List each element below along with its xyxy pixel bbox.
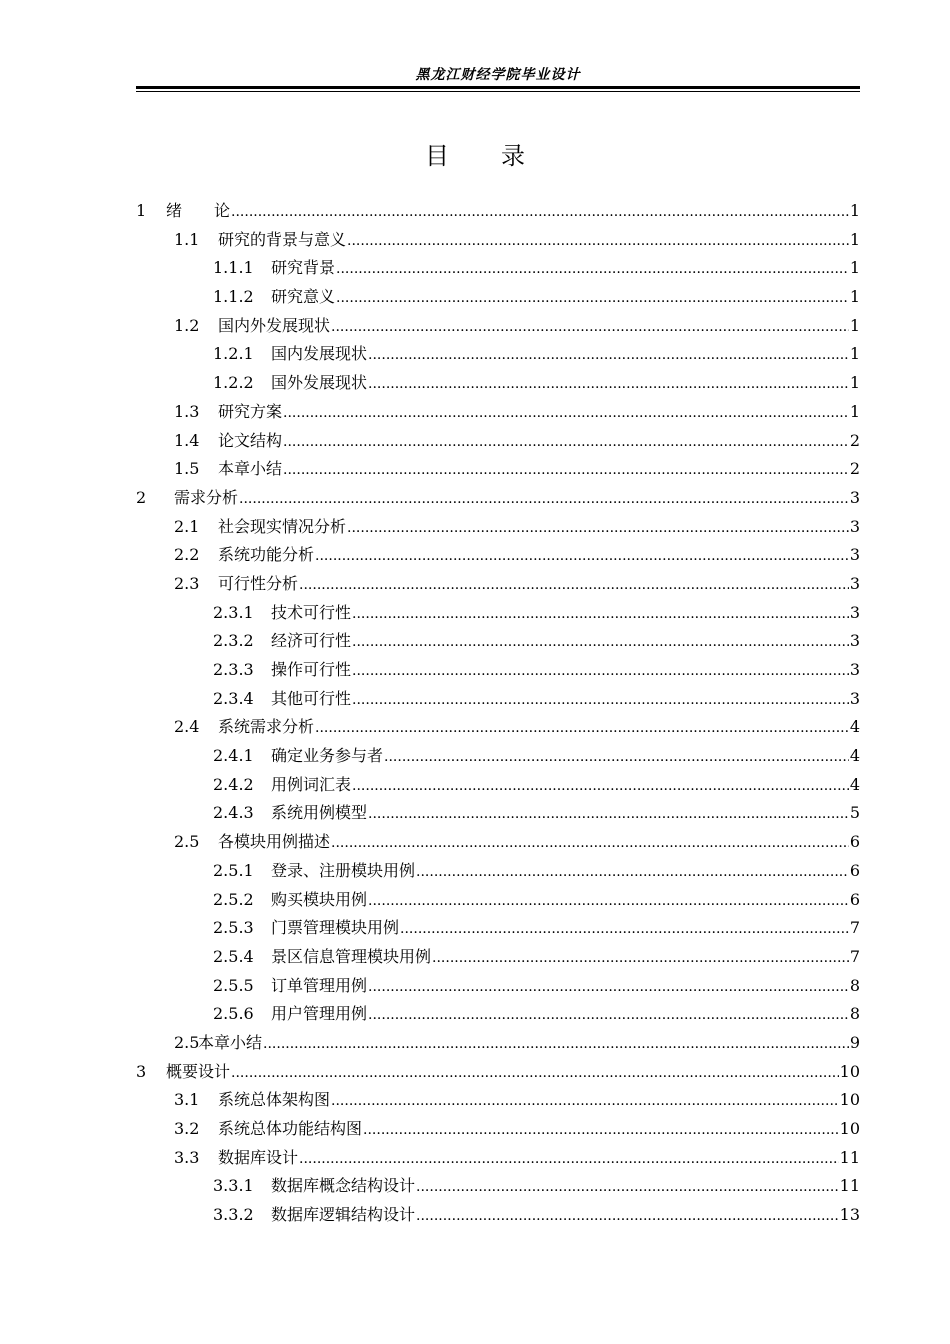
toc-entry-number: 2.3.4	[213, 688, 254, 708]
toc-entry[interactable]	[136, 1115, 860, 1144]
toc-entry-title: 技术可行性	[271, 602, 352, 622]
toc-entry-number: 2.3	[174, 573, 200, 593]
toc-leader-dots	[331, 313, 849, 341]
toc-entry[interactable]	[136, 455, 860, 484]
toc-entry[interactable]	[136, 513, 860, 542]
toc-entry-page: 5	[849, 803, 860, 823]
toc-entry-number: 3.3.1	[213, 1176, 254, 1196]
toc-entry-number: 2.3.1	[213, 602, 254, 622]
toc-entry[interactable]	[136, 1058, 860, 1087]
toc-entry-page: 1	[849, 373, 860, 393]
toc-entry-number: 2.5.6	[213, 1004, 254, 1024]
toc-entry-title: 国内发展现状	[271, 344, 368, 364]
toc-entry-title: 各模块用例描述	[218, 832, 331, 852]
toc-entry[interactable]	[136, 799, 860, 828]
toc-entry-page: 3	[849, 573, 860, 593]
toc-entry[interactable]	[136, 541, 860, 570]
toc-leader-dots	[283, 399, 849, 427]
toc-leader-dots	[231, 1059, 839, 1087]
toc-entry-title: 研究意义	[271, 287, 336, 307]
toc-entry-number: 1.4	[174, 430, 200, 450]
toc-entry[interactable]	[136, 627, 860, 656]
toc-entry[interactable]	[136, 1172, 860, 1201]
toc-leader-dots	[331, 1087, 839, 1115]
toc-entry-title: 本章小结	[218, 459, 283, 479]
toc-entry[interactable]	[136, 570, 860, 599]
toc-entry-page: 6	[849, 832, 860, 852]
toc-entry-page: 1	[849, 315, 860, 335]
toc-entry-page: 10	[839, 1119, 860, 1138]
toc-leader-dots	[347, 514, 849, 542]
toc-leader-dots	[331, 829, 849, 857]
toc-entry[interactable]	[136, 685, 860, 714]
toc-entry-number: 2.2	[174, 545, 200, 565]
toc-leader-dots	[352, 600, 849, 628]
toc-entry-title: 购买模块用例	[271, 889, 368, 909]
table-of-contents	[136, 197, 860, 1230]
toc-entry-page: 6	[849, 889, 860, 909]
toc-entry-title: 系统需求分析	[218, 717, 315, 737]
toc-entry-number: 2.3.2	[213, 631, 254, 651]
toc-entry-title: 社会现实情况分析	[218, 516, 347, 536]
toc-leader-dots	[231, 198, 849, 226]
toc-entry-title: 用例词汇表	[271, 774, 352, 794]
toc-entry-number: 2.4.2	[213, 774, 254, 794]
toc-entry[interactable]	[136, 283, 860, 312]
toc-entry-title: 其他可行性	[271, 688, 352, 708]
toc-entry[interactable]	[136, 340, 860, 369]
toc-entry-number: 2.5.3	[213, 918, 254, 938]
toc-leader-dots	[363, 1116, 839, 1144]
toc-entry-number: 2.5.4	[213, 946, 254, 966]
toc-entry[interactable]	[136, 312, 860, 341]
toc-entry-number: 2.5.5	[213, 975, 254, 995]
toc-entry-title: 系统用例模型	[271, 803, 368, 823]
toc-entry-title: 研究背景	[271, 258, 336, 278]
toc-entry-page: 4	[849, 774, 860, 794]
toc-entry-page: 1	[849, 401, 860, 421]
toc-entry-title: 概要设计	[166, 1061, 231, 1081]
toc-entry[interactable]	[136, 484, 860, 513]
toc-entry-number: 2.4	[174, 717, 200, 737]
toc-leader-dots	[400, 915, 849, 943]
toc-entry-page: 1	[849, 201, 860, 220]
toc-entry-title: 绪 论	[166, 201, 231, 220]
toc-entry[interactable]	[136, 656, 860, 685]
toc-entry[interactable]	[136, 1201, 860, 1230]
toc-entry-title: 确定业务参与者	[271, 746, 384, 766]
toc-entry-title: 国内外发展现状	[218, 315, 331, 335]
toc-entry[interactable]	[136, 857, 860, 886]
toc-entry-page: 6	[849, 860, 860, 880]
toc-entry-number: 2.5.2	[213, 889, 254, 909]
toc-title	[0, 140, 950, 172]
toc-entry-title: 景区信息管理模块用例	[271, 946, 432, 966]
toc-entry-page: 7	[849, 918, 860, 938]
toc-entry-page: 4	[849, 717, 860, 737]
toc-leader-dots	[299, 1145, 839, 1173]
toc-leader-dots	[368, 370, 849, 398]
toc-leader-dots	[368, 887, 849, 915]
toc-entry-page: 2	[849, 430, 860, 450]
toc-entry[interactable]	[136, 197, 860, 226]
toc-entry-number: 1.3	[174, 401, 200, 421]
toc-entry-number: 2.4.1	[213, 746, 254, 766]
toc-entry-number: 3.3.2	[213, 1205, 254, 1225]
toc-entry-number: 1.1.1	[213, 258, 254, 278]
toc-leader-dots	[368, 800, 849, 828]
toc-entry-title: 可行性分析	[218, 573, 299, 593]
toc-leader-dots	[336, 255, 849, 283]
toc-leader-dots	[368, 973, 849, 1001]
toc-leader-dots	[384, 743, 849, 771]
toc-entry[interactable]	[136, 972, 860, 1001]
toc-entry-number: 2	[136, 487, 147, 507]
toc-entry-page: 3	[849, 688, 860, 708]
toc-entry-title: 研究方案	[218, 401, 283, 421]
toc-entry-title: 数据库逻辑结构设计	[271, 1205, 416, 1225]
page-header: 黑龙江财经学院毕业设计	[415, 67, 581, 83]
toc-leader-dots	[368, 1001, 849, 1029]
toc-entry-title: 系统总体功能结构图	[218, 1119, 363, 1138]
toc-entry-number: 2.5	[174, 1032, 200, 1052]
toc-leader-dots	[352, 657, 849, 685]
toc-entry-page: 3	[849, 602, 860, 622]
toc-leader-dots	[299, 571, 849, 599]
toc-leader-dots	[263, 1030, 849, 1058]
toc-entry-page: 13	[839, 1205, 860, 1225]
toc-entry-title: 论文结构	[218, 430, 283, 450]
toc-entry-page: 3	[849, 545, 860, 565]
toc-entry-page: 10	[839, 1090, 860, 1110]
toc-entry-number: 2.3.3	[213, 660, 254, 679]
toc-entry[interactable]	[136, 742, 860, 771]
toc-entry[interactable]	[136, 914, 860, 943]
toc-entry-number: 3	[136, 1061, 147, 1081]
toc-entry[interactable]	[136, 1000, 860, 1029]
toc-entry[interactable]	[136, 254, 860, 283]
toc-entry-page: 3	[849, 487, 860, 507]
toc-entry[interactable]	[136, 886, 860, 915]
toc-leader-dots	[416, 1173, 839, 1201]
toc-entry[interactable]	[136, 943, 860, 972]
toc-entry[interactable]	[136, 599, 860, 628]
header-rule-thin	[136, 91, 860, 92]
toc-entry-number: 1.2	[174, 315, 200, 335]
toc-leader-dots	[239, 485, 849, 513]
toc-leader-dots	[315, 542, 849, 570]
toc-leader-dots	[336, 284, 849, 312]
toc-entry-title: 订单管理用例	[271, 975, 368, 995]
toc-entry-number: 3.1	[174, 1090, 200, 1110]
toc-entry-title: 门票管理模块用例	[271, 918, 400, 938]
toc-entry-page: 10	[839, 1061, 860, 1081]
toc-entry-page: 2	[849, 459, 860, 479]
toc-leader-dots	[315, 714, 849, 742]
toc-leader-dots	[432, 944, 849, 972]
toc-leader-dots	[283, 456, 849, 484]
toc-entry[interactable]	[136, 398, 860, 427]
toc-entry-title: 登录、注册模块用例	[271, 860, 416, 880]
toc-leader-dots	[283, 428, 849, 456]
toc-entry[interactable]	[136, 828, 860, 857]
toc-entry[interactable]	[136, 1144, 860, 1173]
toc-leader-dots	[368, 341, 849, 369]
toc-entry-number: 1.2.1	[213, 344, 254, 364]
toc-entry-page: 11	[839, 1176, 860, 1196]
toc-entry-number: 1	[136, 201, 147, 220]
toc-entry-page: 8	[849, 975, 860, 995]
toc-entry[interactable]	[136, 369, 860, 398]
toc-entry[interactable]	[136, 1029, 860, 1058]
toc-entry-number: 1.5	[174, 459, 200, 479]
header-rule-thick	[136, 86, 860, 89]
toc-leader-dots	[352, 686, 849, 714]
toc-entry-page: 3	[849, 516, 860, 536]
toc-entry-title: 用户管理用例	[271, 1004, 368, 1024]
toc-entry-page: 9	[849, 1032, 860, 1052]
toc-entry-number: 3.2	[174, 1119, 200, 1138]
toc-entry-number: 3.3	[174, 1147, 200, 1167]
toc-entry-number: 1.2.2	[213, 373, 254, 393]
toc-entry-number: 1.1	[174, 229, 200, 249]
toc-entry-title: 操作可行性	[271, 660, 352, 679]
toc-entry-page: 4	[849, 746, 860, 766]
toc-entry-title: 系统功能分析	[218, 545, 315, 565]
toc-entry-page: 1	[849, 287, 860, 307]
toc-entry-number: 2.4.3	[213, 803, 254, 823]
toc-entry-title: 数据库设计	[218, 1147, 299, 1167]
toc-entry-title: 本章小结	[198, 1032, 263, 1052]
toc-entry-page: 7	[849, 946, 860, 966]
toc-entry-page: 1	[849, 258, 860, 278]
toc-entry-page: 8	[849, 1004, 860, 1024]
toc-entry-page: 3	[849, 660, 860, 679]
toc-entry-title: 数据库概念结构设计	[271, 1176, 416, 1196]
toc-entry-title: 需求分析	[174, 487, 239, 507]
toc-entry-number: 1.1.2	[213, 287, 254, 307]
toc-entry-page: 3	[849, 631, 860, 651]
toc-leader-dots	[352, 772, 849, 800]
toc-leader-dots	[416, 1202, 839, 1230]
toc-title-char-2: 录	[501, 142, 525, 170]
toc-entry[interactable]	[136, 226, 860, 255]
toc-leader-dots	[352, 628, 849, 656]
toc-entry-title: 国外发展现状	[271, 373, 368, 393]
toc-entry[interactable]	[136, 771, 860, 800]
toc-leader-dots	[347, 227, 849, 255]
toc-leader-dots	[416, 858, 849, 886]
toc-entry-title: 研究的背景与意义	[218, 229, 347, 249]
toc-entry-number: 2.1	[174, 516, 200, 536]
toc-entry-title: 系统总体架构图	[218, 1090, 331, 1110]
toc-entry-number: 2.5.1	[213, 860, 254, 880]
toc-entry-title: 经济可行性	[271, 631, 352, 651]
toc-entry[interactable]	[136, 427, 860, 456]
toc-entry-page: 1	[849, 344, 860, 364]
toc-entry[interactable]	[136, 1086, 860, 1115]
toc-entry-page: 1	[849, 229, 860, 249]
toc-entry-number: 2.5	[174, 832, 200, 852]
toc-entry-page: 11	[839, 1147, 860, 1167]
toc-title-char-1: 目	[425, 142, 449, 170]
toc-entry[interactable]	[136, 713, 860, 742]
